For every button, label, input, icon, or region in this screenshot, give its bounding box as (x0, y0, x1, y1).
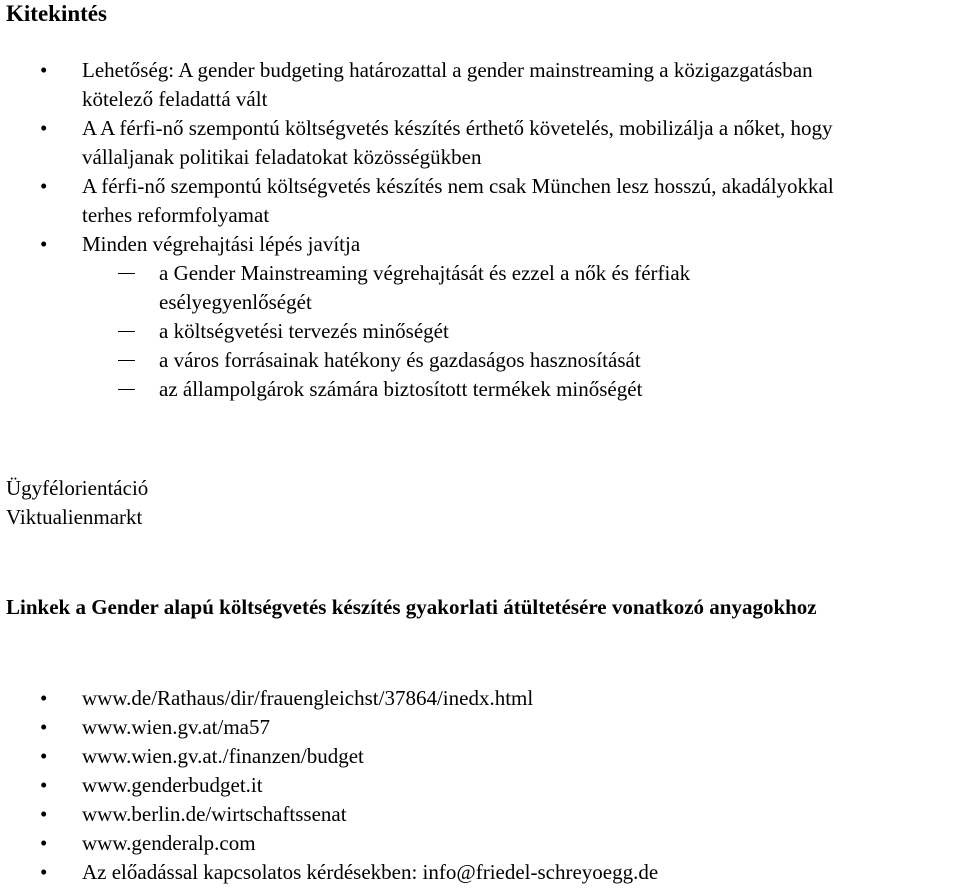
bullet-icon: • (40, 831, 48, 855)
sub-list-item (0, 346, 850, 375)
link-list-item (0, 742, 960, 771)
sub-item-text: a város forrásainak hatékony és gazdaságos hasznosítását (159, 348, 641, 372)
bullet-icon: • (40, 58, 48, 82)
link-text[interactable]: www.de/Rathaus/dir/frauengleichst/37864/inedx.html (82, 686, 534, 710)
section-label-viktualienmarkt: Viktualienmarkt (6, 505, 143, 529)
bullet-icon: • (40, 174, 48, 198)
page-title: Kitekintés (6, 1, 107, 26)
bullet-icon: • (40, 686, 48, 710)
bullet-item (0, 114, 960, 172)
link-text[interactable]: www.genderbudget.it (82, 773, 263, 797)
link-text[interactable]: www.berlin.de/wirtschaftssenat (82, 802, 347, 826)
bullet-item (0, 230, 960, 404)
links-heading: Linkek a Gender alapú költségvetés készítés gyakorlati átültetésére vonatkozó anyagokhoz (6, 595, 817, 619)
link-list-item (0, 771, 960, 800)
link-list-item (0, 713, 960, 742)
link-text[interactable]: www.genderalp.com (82, 831, 256, 855)
link-list-item (0, 829, 960, 858)
contact-text[interactable]: Az előadással kapcsolatos kérdésekben: info@friedel-schreyoegg.de (82, 860, 659, 884)
bullet-item (0, 172, 960, 230)
dash-icon (118, 273, 135, 274)
section-label-customer-orientation: Ügyfélorientáció (6, 476, 149, 500)
sub-item-text: az állampolgárok számára biztosított termékek minőségét (159, 377, 643, 401)
link-list-item (0, 800, 960, 829)
sub-list-item (0, 317, 850, 346)
bullet-icon: • (40, 232, 48, 256)
bullet-text: Minden végrehajtási lépés javítja (82, 232, 361, 256)
bullet-text: Lehetőség: A gender budgeting határozattal a gender mainstreaming a közigazgatásban kötelező feladattá vált (82, 58, 813, 111)
dash-icon (118, 360, 135, 361)
bullet-icon: • (40, 802, 48, 826)
link-text[interactable]: www.wien.gv.at/ma57 (82, 715, 270, 739)
bullet-text: A férfi-nő szempontú költségvetés készítés nem csak München lesz hosszú, akadályokkal terhes reformfolyamat (82, 174, 834, 227)
bullet-icon: • (40, 715, 48, 739)
bullet-text: A A férfi-nő szempontú költségvetés készítés érthető követelés, mobilizálja a nőket, hogy vállaljanak politikai feladatokat közösségükben (82, 116, 833, 169)
sub-list-item (0, 259, 850, 317)
bullet-icon: • (40, 116, 48, 140)
bullet-item (0, 56, 960, 114)
sub-item-text: a Gender Mainstreaming végrehajtását és ezzel a nők és férfiak esélyegyenlőségét (159, 261, 691, 314)
bullet-icon: • (40, 860, 48, 884)
bullet-icon: • (40, 773, 48, 797)
link-text[interactable]: www.wien.gv.at./finanzen/budget (82, 744, 364, 768)
link-list-item (0, 858, 960, 887)
dash-icon (118, 331, 135, 332)
sub-list-item (0, 375, 850, 404)
dash-icon (118, 389, 135, 390)
improvement-sub-list (82, 259, 850, 404)
link-list-item (0, 684, 960, 713)
outlook-bullet-list (0, 56, 960, 404)
bullet-icon: • (40, 744, 48, 768)
links-list (0, 684, 960, 887)
sub-item-text: a költségvetési tervezés minőségét (159, 319, 449, 343)
